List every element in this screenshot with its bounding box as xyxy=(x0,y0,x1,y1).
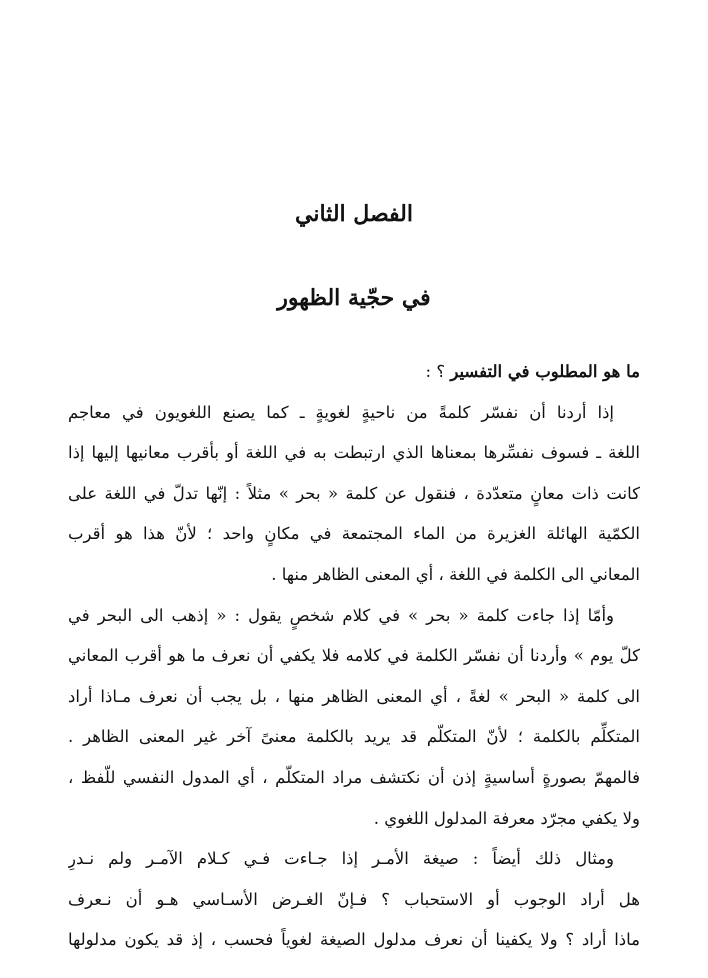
paragraph-line: اللغة ـ فسوف نفسِّرها بمعناها الذي ارتبطت به في اللغة أو بأقرب معانيها إليها إذا xyxy=(68,443,640,463)
paragraph-line: الكمّية الهائلة الغزيرة من الماء المجتمعة في مكانٍ واحد ؛ لأنّ هذا هو أقرب xyxy=(68,524,640,544)
paragraph-line: المتكلِّم بالكلمة ؛ لأنّ المتكلّم قد يريد بالكلمة معنىً آخر غير المعنى الظاهر . xyxy=(68,727,640,747)
paragraph-line: فالمهمّ بصورةٍ أساسيةٍ إذن أن نكتشف مراد المتكلّم ، أي المدول النفسي للّفظ ، xyxy=(68,767,640,787)
paragraph-line: كلّ يوم » وأردنا أن نفسّر الكلمة في كلامه فلا يكفي أن نعرف ما هو أقرب المعاني xyxy=(68,646,640,666)
paragraph-line: المعاني الى الكلمة في اللغة ، أي المعنى الظاهر منها . xyxy=(271,564,640,584)
body-text xyxy=(68,352,640,961)
section-heading-tail: ؟ : xyxy=(425,362,446,381)
paragraph-line: ومثال ذلك أيضاً : صيغة الأمـر إذا جـاءت فـي كـلام الآمـر ولم نـدرِ xyxy=(68,849,614,869)
paragraph-line: ماذا أراد ؟ ولا يكفينا أن نعرف مدلول الصيغة لغوياً فحسب ، إذ قد يكون مدلولها xyxy=(68,930,640,950)
section-heading xyxy=(68,352,640,393)
paragraph-line: كانت ذات معانٍ متعدّدة ، فنقول عن كلمة « بحر » مثلاً : إنّها تدلّ في اللغة على xyxy=(68,483,640,503)
chapter-subtitle: في حجّية الظهور xyxy=(277,285,431,311)
paragraph-line: ولا يكفي مجرّد معرفة المدلول اللغوي . xyxy=(373,808,640,828)
paragraph-line: هل أراد الوجوب أو الاستحباب ؟ فـإنّ الغـرض الأسـاسي هـو أن نـعرف xyxy=(68,889,640,909)
section-heading-bold: ما هو المطلوب في التفسير xyxy=(450,362,640,381)
paragraph-line: الى كلمة « البحر » لغةً ، أي المعنى الظاهر منها ، بل يجب أن نعرف مـاذا أراد xyxy=(68,686,640,706)
chapter-title: الفصل الثاني xyxy=(295,201,413,227)
paragraph-line: إذا أردنا أن نفسّر كلمةً من ناحيةٍ لغويةٍ ـ كما يصنع اللغويون في معاجم xyxy=(68,402,614,422)
paragraph-line: وأمّا إذا جاءت كلمة « بحر » في كلام شخصٍ يقول : « إذهب الى البحر في xyxy=(68,605,614,625)
